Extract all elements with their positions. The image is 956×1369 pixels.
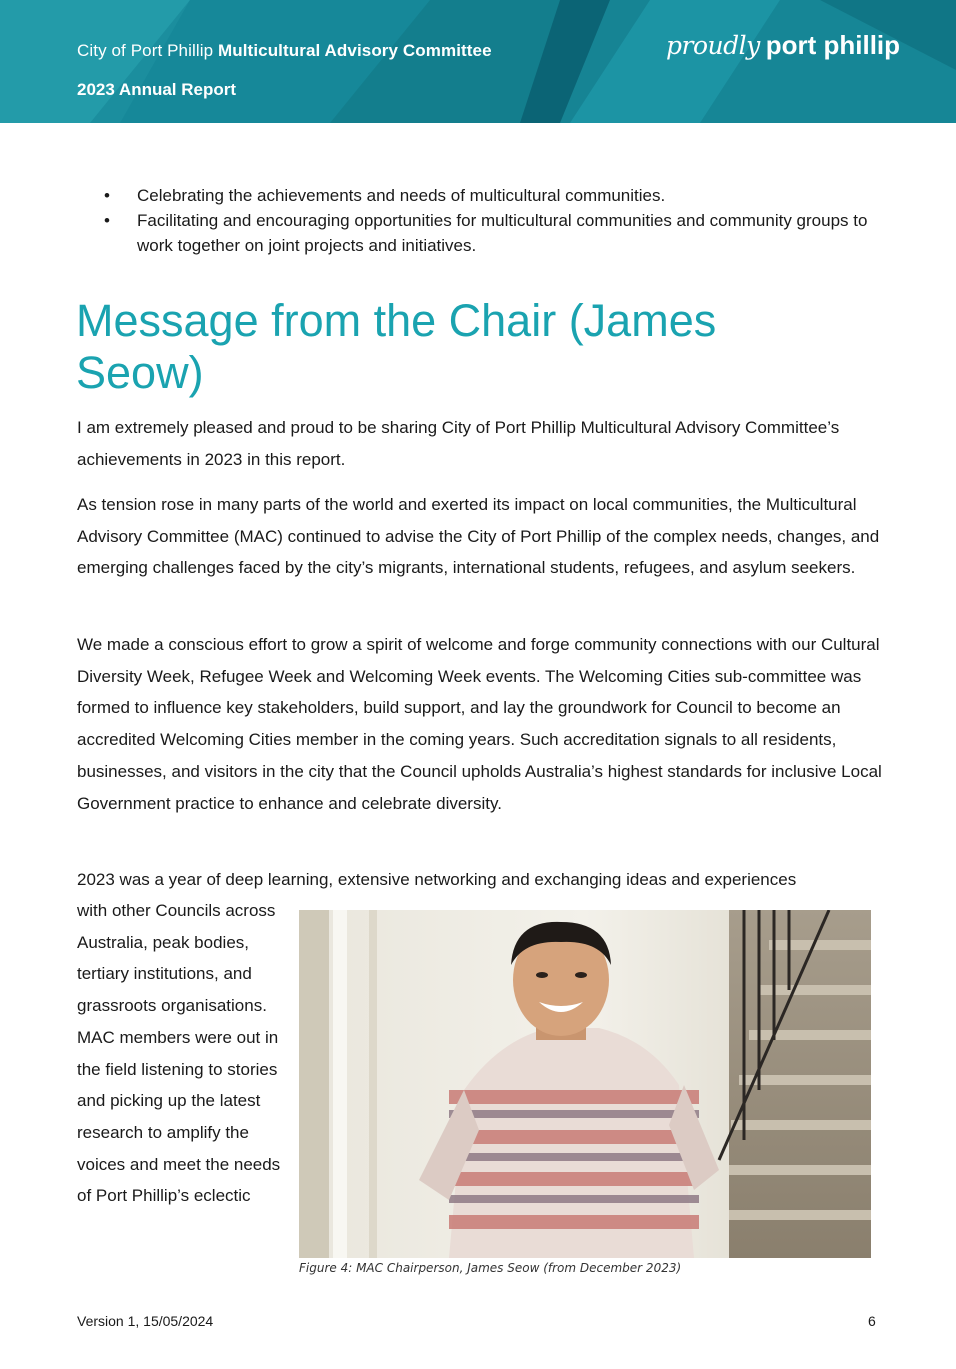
body-paragraph: We made a conscious effort to grow a spirit of welcome and forge community connections with our Cultural Diversity Week, Refugee Week and Welcoming Week events. The Welcoming Cities sub-committee was formed to influence key stakeholders, build support, and lay the groundwork for Council to become an accredited Welcoming Cities member in the coming years. Such accreditation signals to all residents, businesses, and visitors in the city that the Council upholds Australia’s highest standards for inclusive Local Government practice to enhance and celebrate diversity. [77, 635, 882, 813]
header-report-title: 2023 Annual Report [77, 80, 237, 99]
body-paragraph: As tension rose in many parts of the world and exerted its impact on local communities, the Multicultural Advisory Committee (MAC) continued to advise the City of Port Phillip of the complex needs, changes, and emerging challenges faced by the city’s migrants, international students, refugees, and asylum seekers. [77, 495, 880, 578]
header-org-prefix: City of Port Phillip [77, 41, 218, 60]
section-heading: Message from the Chair (James Seow) [76, 295, 717, 398]
wrapped-paragraph-continuation: with other Councils across Australia, peak bodies, tertiary institutions, and grassroots organisations. MAC members were out in the field listening to stories and picking up the latest research to amplify the voices and meet the needs of Port Phillip’s eclectic [77, 901, 281, 1206]
page-header [0, 0, 956, 123]
chairperson-photo [299, 910, 871, 1258]
bullet-item: • Facilitating and encouraging opportunities for multicultural communities and community groups to work together on joint projects and initiatives. [77, 208, 877, 258]
proudly-port-phillip-logo [666, 30, 900, 61]
body-paragraph: I am extremely pleased and proud to be sharing City of Port Phillip Multicultural Advisory Committee’s achievements in 2023 in this report. [77, 418, 840, 469]
figure-caption: Figure 4: MAC Chairperson, James Seow (from December 2023) [299, 1261, 682, 1275]
bullet-item: • Celebrating the achievements and needs of multicultural communities. [77, 183, 877, 208]
logo-script-text: proudly [666, 31, 760, 60]
footer-version: Version 1, 15/05/2024 [77, 1313, 214, 1329]
body-paragraph: 2023 was a year of deep learning, extensive networking and exchanging ideas and experiences [77, 870, 797, 889]
photo-illustration [299, 910, 871, 1258]
header-committee-name: Multicultural Advisory Committee [217, 41, 492, 60]
header-background [0, 0, 956, 123]
bullet-list [77, 183, 877, 258]
header-organisation [77, 41, 492, 61]
page-number: 6 [868, 1313, 876, 1329]
logo-bold-text: port phillip [765, 30, 901, 60]
